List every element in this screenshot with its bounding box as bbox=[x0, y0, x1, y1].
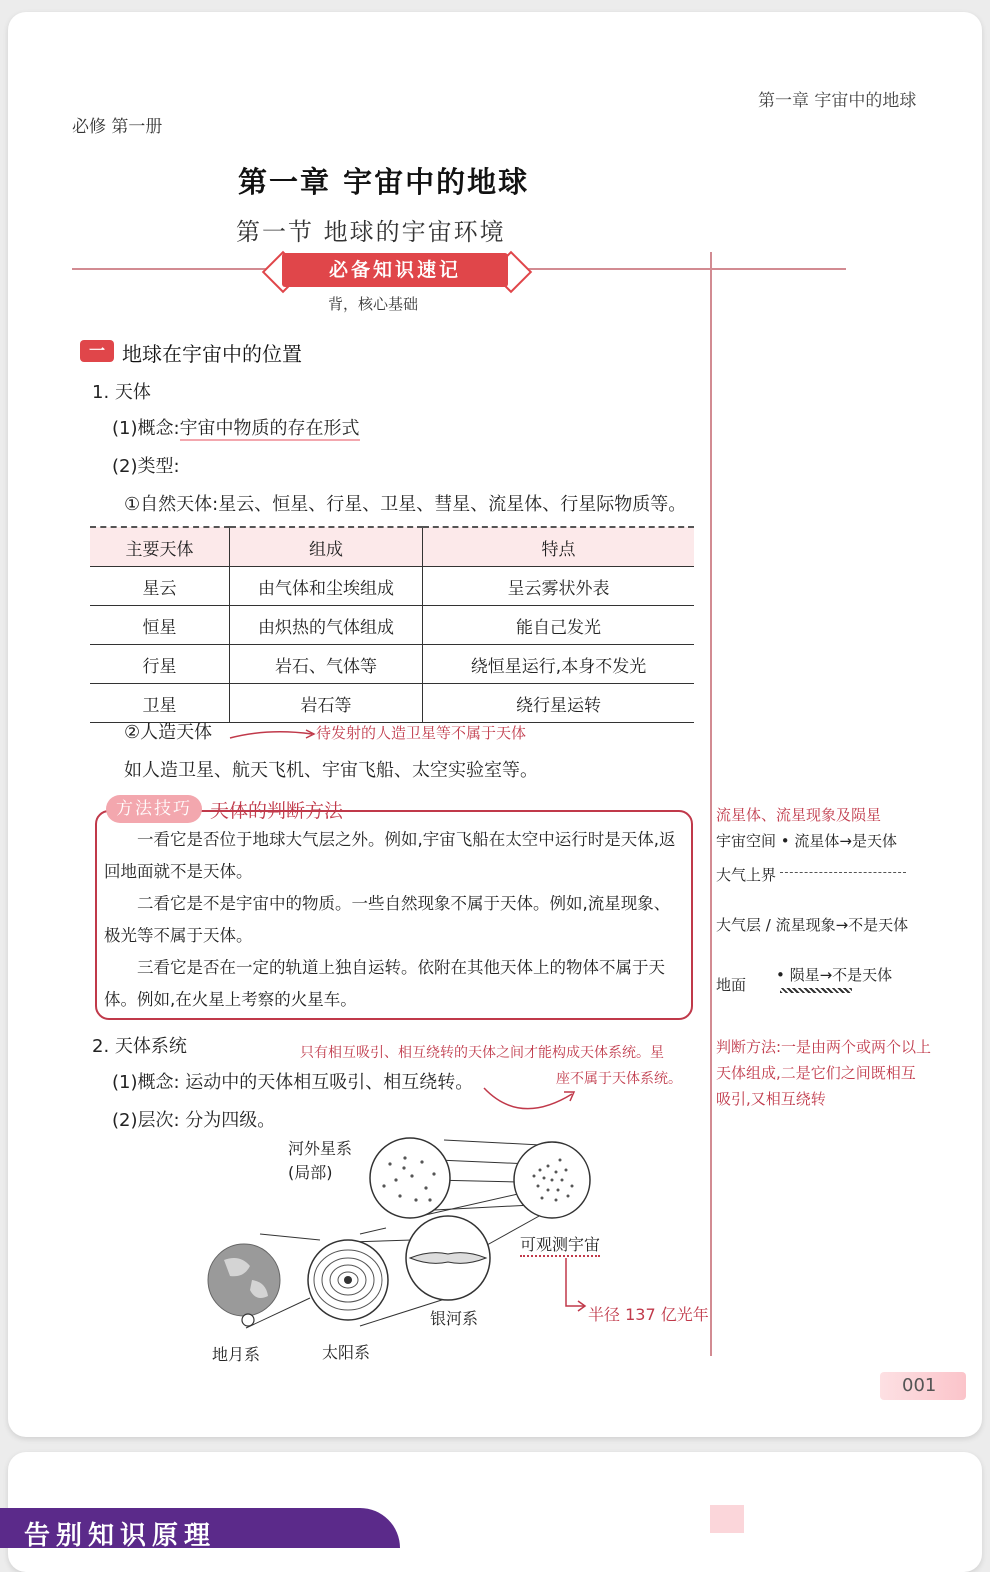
earth-globe bbox=[208, 1244, 280, 1316]
concept-label: (1)概念: bbox=[112, 418, 180, 439]
part-badge: 一 bbox=[80, 340, 114, 362]
observable-universe-label: 可观测宇宙 bbox=[520, 1232, 600, 1257]
table-cell: 呈云雾状外表 bbox=[423, 567, 695, 606]
concept-line bbox=[112, 414, 360, 440]
table-cell: 岩石、气体等 bbox=[230, 645, 423, 684]
margin-rule bbox=[710, 252, 712, 1356]
extragalactic-sub-label: (局部) bbox=[288, 1163, 333, 1182]
table-header: 主要天体 bbox=[90, 527, 230, 567]
moon bbox=[242, 1314, 254, 1326]
galaxy-label: 银河系 bbox=[430, 1309, 479, 1328]
side-note-meteorite: • 陨星→不是天体 bbox=[776, 966, 893, 984]
table-row bbox=[90, 684, 694, 723]
table-header: 组成 bbox=[230, 527, 423, 567]
natural-bodies: ①自然天体:星云、恒星、行星、卫星、彗星、流星体、行星际物质等。 bbox=[124, 494, 687, 515]
artificial-note: 待发射的人造卫星等不属于天体 bbox=[316, 724, 527, 742]
celestial-system-diagram bbox=[200, 1130, 620, 1330]
table-cell: 恒星 bbox=[90, 606, 230, 645]
table-cell: 绕恒星运行,本身不发光 bbox=[423, 645, 695, 684]
radius-note: 半径 137 亿光年 bbox=[588, 1305, 709, 1324]
system-note-2: 座不属于天体系统。 bbox=[556, 1071, 682, 1087]
system-note-1: 只有相互吸引、相互绕转的天体之间才能构成天体系统。星 bbox=[300, 1045, 664, 1061]
section-title: 第一节 地球的宇宙环境 bbox=[236, 218, 506, 246]
celestial-system-title: 2. 天体系统 bbox=[92, 1036, 187, 1057]
solar-system-label: 太阳系 bbox=[322, 1343, 371, 1362]
side-judge-line-1: 判断方法:一是由两个或两个以上 bbox=[716, 1038, 932, 1056]
extragalactic-circle bbox=[370, 1138, 450, 1218]
side-note-title: 流星体、流星现象及陨星 bbox=[716, 806, 882, 824]
arrow-icon bbox=[228, 726, 318, 742]
method-tag: 方法技巧 bbox=[106, 795, 202, 823]
part-title: 地球在宇宙中的位置 bbox=[122, 342, 302, 366]
type-label: (2)类型: bbox=[112, 456, 180, 477]
table-cell: 能自己发光 bbox=[423, 606, 695, 645]
page-number: 001 bbox=[902, 1375, 937, 1396]
table-header-row bbox=[90, 527, 694, 567]
system-concept: (1)概念: 运动中的天体相互吸引、相互绕转。 bbox=[112, 1072, 474, 1093]
running-header: 第一章 宇宙中的地球 bbox=[758, 91, 917, 111]
artificial-examples: 如人造卫星、航天飞机、宇宙飞船、太空实验室等。 bbox=[124, 760, 538, 781]
method-paragraph-1: 一看它是否位于地球大气层之外。例如,宇宙飞船在太空中运行时是天体,返回地面就不是天体。 bbox=[104, 830, 676, 881]
table-cell: 绕行星运转 bbox=[423, 684, 695, 723]
page-number-tab bbox=[880, 1372, 966, 1400]
table-cell: 星云 bbox=[90, 567, 230, 606]
ground-hatch bbox=[780, 988, 852, 993]
method-paragraph-2: 二看它是不是宇宙中的物质。一些自然现象不属于天体。例如,流星现象、极光等不属于天体。 bbox=[104, 894, 671, 945]
earth-moon-label: 地月系 bbox=[212, 1345, 261, 1364]
method-paragraph-3: 三看它是否在一定的轨道上独自运转。依附在其他天体上的物体不属于天体。例如,在火星上考察的火星车。 bbox=[104, 958, 665, 1009]
side-note-atmosphere: 大气层 / 流星现象→不是天体 bbox=[716, 916, 909, 934]
next-page-pink-block bbox=[710, 1505, 744, 1533]
table-header: 特点 bbox=[423, 527, 695, 567]
next-page-title bbox=[24, 1515, 364, 1533]
extragalactic-label: 河外星系 bbox=[288, 1139, 353, 1158]
down-arrow-icon bbox=[560, 1256, 590, 1316]
side-note-ground: 地面 bbox=[716, 976, 747, 994]
table-cell: 岩石等 bbox=[230, 684, 423, 723]
concept-text: 宇宙中物质的存在形式 bbox=[179, 418, 360, 439]
side-note-upper: 大气上界 bbox=[716, 866, 777, 884]
side-judge-line-3: 吸引,又相互绕转 bbox=[716, 1090, 826, 1108]
artificial-label: ②人造天体 bbox=[124, 722, 213, 743]
curved-arrow-icon bbox=[480, 1082, 580, 1122]
table-cell: 由炽热的气体组成 bbox=[230, 606, 423, 645]
table-row bbox=[90, 645, 694, 684]
table-row bbox=[90, 567, 694, 606]
item-celestial-body: 1. 天体 bbox=[92, 382, 151, 403]
section-banner: 必备知识速记 bbox=[282, 253, 508, 287]
table-cell: 由气体和尘埃组成 bbox=[230, 567, 423, 606]
table-cell: 行星 bbox=[90, 645, 230, 684]
book-volume: 必修 第一册 bbox=[72, 117, 163, 137]
banner-subtitle: 背，核心基础 bbox=[328, 295, 419, 313]
celestial-table bbox=[90, 526, 694, 723]
atmosphere-boundary-line bbox=[780, 872, 906, 873]
table-row bbox=[90, 606, 694, 645]
system-levels: (2)层次: 分为四级。 bbox=[112, 1110, 276, 1131]
table-cell: 卫星 bbox=[90, 684, 230, 723]
side-note-space: 宇宙空间 • 流星体→是天体 bbox=[716, 832, 897, 850]
side-judge-line-2: 天体组成,二是它们之间既相互 bbox=[716, 1064, 916, 1082]
method-title: 天体的判断方法 bbox=[210, 800, 344, 822]
chapter-title: 第一章 宇宙中的地球 bbox=[238, 165, 530, 199]
